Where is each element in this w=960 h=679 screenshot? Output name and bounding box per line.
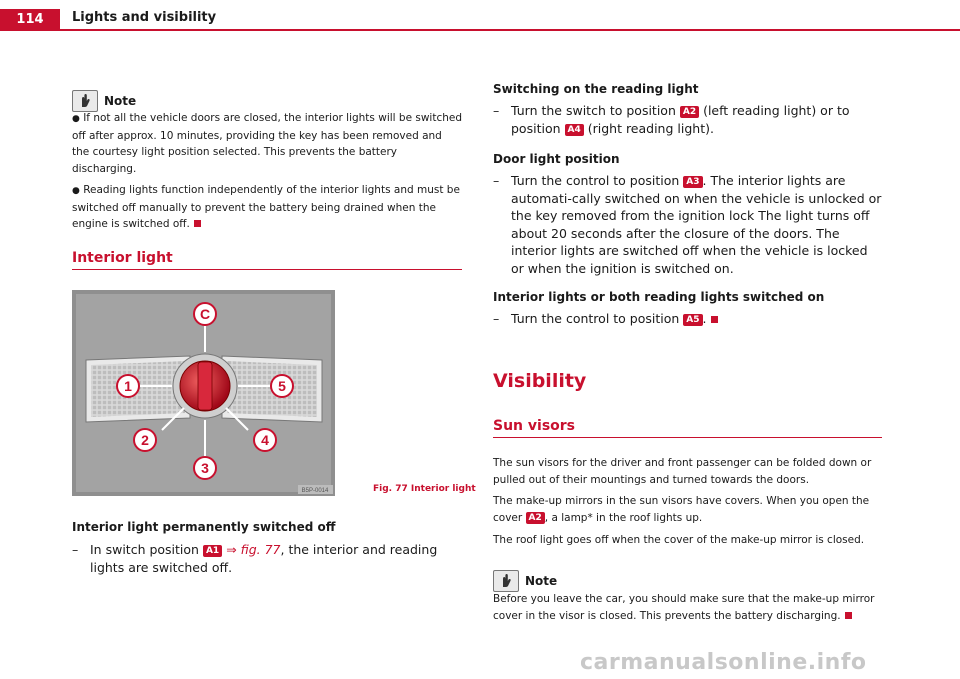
figure-caption: Fig. 77 Interior light [373, 484, 476, 494]
watermark: carmanualsonline.info [580, 650, 867, 675]
dash-icon: – [493, 311, 500, 326]
note-title: Note [104, 94, 137, 108]
callout-label: 4 [261, 432, 269, 448]
header-rule [0, 29, 960, 31]
section-title-sun-visors: Sun visors [493, 418, 576, 434]
note-body [493, 591, 883, 624]
note-bullet-text: If not all the vehicle doors are closed, the interior lights will be switched off after approx. 10 minutes, providing the key has been removed and the courtesy light position selected. This prevents the battery discharging. [72, 112, 463, 175]
dash-icon: – [72, 542, 79, 557]
position-badge-a2: A2 [526, 512, 545, 524]
callout-label: C [199, 306, 211, 322]
callout-label: 2 [141, 432, 149, 448]
subheading-perm-off: Interior light permanently switched off [72, 520, 336, 534]
section-rule [72, 269, 462, 270]
header-title: Lights and visibility [72, 10, 217, 25]
interior-light-illustration [72, 290, 335, 496]
note-bullet-text: Reading lights function independently of the interior lights and must be switched off manually to prevent the battery being drained when the engine is switched off. [72, 184, 460, 230]
instruction-text: Turn the control to position [511, 311, 680, 326]
instruction-text: (right reading light). [587, 120, 714, 136]
figure-code: B5P-0014 [301, 488, 329, 494]
section-title-visibility: Visibility [493, 370, 587, 392]
note-heading [72, 90, 136, 112]
instruction-perm-off [72, 541, 462, 576]
instruction-text: . The interior lights are automati-cally switched on when the vehicle is unlocked or the key removed from the ignition lock The light turns off about 20 seconds after the closure of the doors. The interior lights are switched off when the vehicle is locked or when the ignition is switched on. [511, 173, 882, 276]
instruction-text: In switch position [90, 542, 199, 557]
note-hand-icon [493, 570, 519, 592]
note-hand-icon [72, 90, 98, 112]
page-number: 114 [0, 9, 60, 29]
note-title: Note [525, 574, 558, 588]
subheading-reading-light: Switching on the reading light [493, 82, 699, 96]
callout-label: 1 [124, 378, 132, 394]
instruction-text: Turn the control to position [511, 173, 680, 188]
section-title-interior-light: Interior light [72, 250, 173, 266]
callout-label: 5 [278, 378, 286, 394]
section-rule [493, 437, 882, 438]
instruction-reading-light [493, 102, 883, 137]
note-body [72, 110, 462, 233]
position-badge-a1: A1 [203, 545, 222, 557]
page-header [0, 0, 960, 31]
position-badge-a4: A4 [565, 124, 584, 136]
end-mark-icon [845, 612, 852, 619]
interior-light-figure [72, 290, 335, 496]
dash-icon: – [493, 103, 500, 118]
instruction-text: (left reading light) or to position [511, 103, 850, 136]
fig-77-link[interactable]: ⇒ fig. 77 [226, 542, 281, 557]
position-badge-a3: A3 [683, 176, 702, 188]
bullet-icon: ● [72, 114, 80, 124]
subheading-both-lights: Interior lights or both reading lights switched on [493, 290, 825, 304]
end-mark-icon [711, 316, 718, 323]
sun-visors-paragraph: The sun visors for the driver and front passenger can be folded down or pulled out of their mountings and turned towards the doors. [493, 457, 872, 486]
callout-label: 3 [201, 460, 209, 476]
instruction-both-lights [493, 310, 883, 328]
note-bullet [72, 110, 462, 177]
note-text: Before you leave the car, you should make sure that the make-up mirror cover in the visor is closed. This prevents the battery discharging. [493, 593, 875, 622]
dash-icon: – [493, 173, 500, 188]
bullet-icon: ● [72, 186, 80, 196]
position-badge-a5: A5 [683, 314, 702, 326]
instruction-door-light [493, 172, 883, 277]
sun-visors-paragraph [493, 493, 883, 526]
end-mark-icon [194, 220, 201, 227]
note-heading [493, 570, 557, 592]
paragraph-text: The make-up mirrors in the sun visors have covers. When you open the cover [493, 495, 870, 524]
subheading-door-light: Door light position [493, 152, 620, 166]
paragraph-text: , a lamp* in the roof lights up. [544, 511, 703, 524]
sun-visors-paragraph: The roof light goes off when the cover of the make-up mirror is closed. [493, 534, 865, 546]
position-badge-a2: A2 [680, 106, 699, 118]
instruction-text: Turn the switch to position [511, 103, 676, 118]
instruction-text: . [702, 311, 707, 326]
note-bullet [72, 182, 462, 233]
instruction-text: , the interior and reading lights are switched off. [90, 542, 438, 575]
